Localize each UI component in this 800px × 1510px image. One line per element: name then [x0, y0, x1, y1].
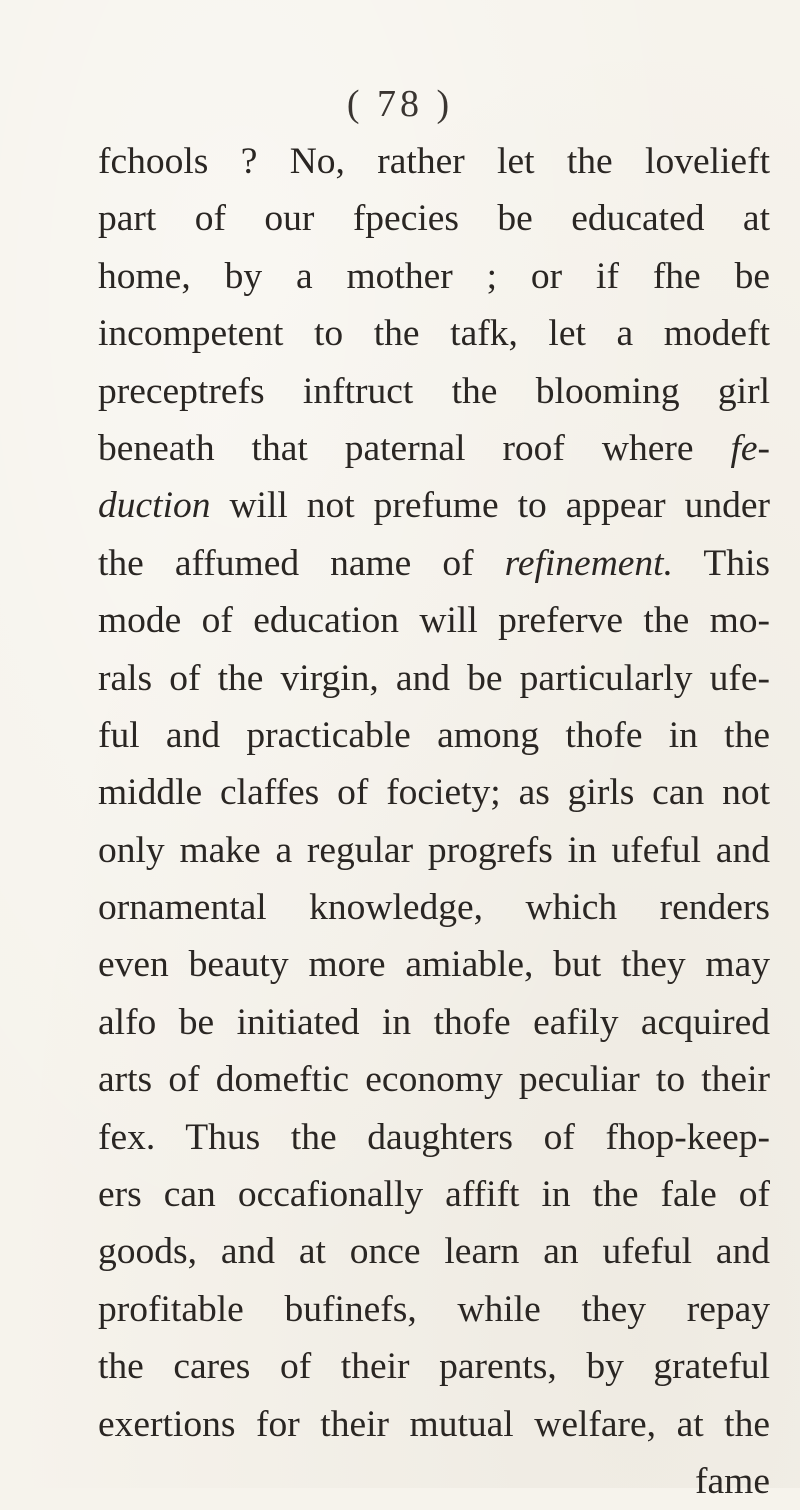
text-segment: ers can occafionally affift in the fale of: [98, 1174, 770, 1216]
text-segment: rals of the virgin, and be particularly ufe-: [98, 657, 770, 699]
italic-text: duction: [98, 485, 211, 527]
text-segment: the affumed name of: [98, 542, 505, 584]
text-segment: arts of domeftic economy peculiar to their: [98, 1059, 770, 1101]
text-line: [98, 190, 770, 247]
text-segment: part of our fpecies be educated at: [98, 198, 770, 240]
text-segment: only make a regular progrefs in ufeful and: [98, 829, 770, 871]
text-line: [98, 822, 770, 879]
text-segment: even beauty more amiable, but they may: [98, 944, 770, 986]
text-segment: the cares of their parents, by grateful: [98, 1346, 770, 1388]
text-line: [98, 133, 770, 190]
text-segment: beneath that paternal roof where: [98, 427, 731, 469]
text-line: [98, 764, 770, 821]
text-line: [98, 305, 770, 362]
text-line: [98, 1051, 770, 1108]
text-segment: home, by a mother ; or if fhe be: [98, 255, 770, 297]
text-segment: incompetent to the tafk, let a modeft: [98, 313, 770, 355]
text-segment: mode of education will preferve the mo-: [98, 600, 770, 642]
text-line: [98, 420, 770, 477]
text-segment: middle claffes of fociety; as girls can not: [98, 772, 770, 814]
page-number: ( 78 ): [346, 83, 454, 125]
text-line: [98, 535, 770, 592]
catchword: fame: [695, 1460, 770, 1502]
text-segment: This: [672, 542, 771, 584]
text-segment: goods, and at once learn an ufeful and: [98, 1231, 770, 1273]
text-line: [98, 707, 770, 764]
text-segment: profitable bufinefs, while they repay: [98, 1288, 770, 1330]
text-line: [98, 248, 770, 305]
text-segment: preceptrefs inftruct the blooming girl: [98, 370, 770, 412]
text-line: [98, 650, 770, 707]
italic-text: refinement.: [504, 542, 673, 584]
text-line: [98, 1338, 770, 1395]
text-line: [98, 936, 770, 993]
text-segment: exertions for their mutual welfare, at the: [98, 1403, 770, 1445]
text-line: [98, 477, 770, 534]
text-line: [98, 1166, 770, 1223]
text-segment: fex. Thus the daughters of fhop-keep-: [98, 1116, 770, 1158]
text-segment: ful and practicable among thofe in the: [98, 714, 770, 756]
text-line: [98, 879, 770, 936]
text-line: [98, 1396, 770, 1453]
text-line: [98, 1281, 770, 1338]
text-line: [98, 1223, 770, 1280]
text-line: [98, 592, 770, 649]
text-segment: will not prefume to appear under: [210, 485, 770, 527]
text-line: [98, 994, 770, 1051]
text-segment: alfo be initiated in thofe eafily acquired: [98, 1001, 770, 1043]
text-line: [98, 363, 770, 420]
text-line: [98, 1109, 770, 1166]
text-segment: ornamental knowledge, which renders: [98, 887, 770, 929]
italic-text: fe-: [730, 427, 770, 469]
text-segment: fchools ? No, rather let the lovelieft: [98, 141, 770, 182]
page-body-text: [98, 133, 770, 1510]
